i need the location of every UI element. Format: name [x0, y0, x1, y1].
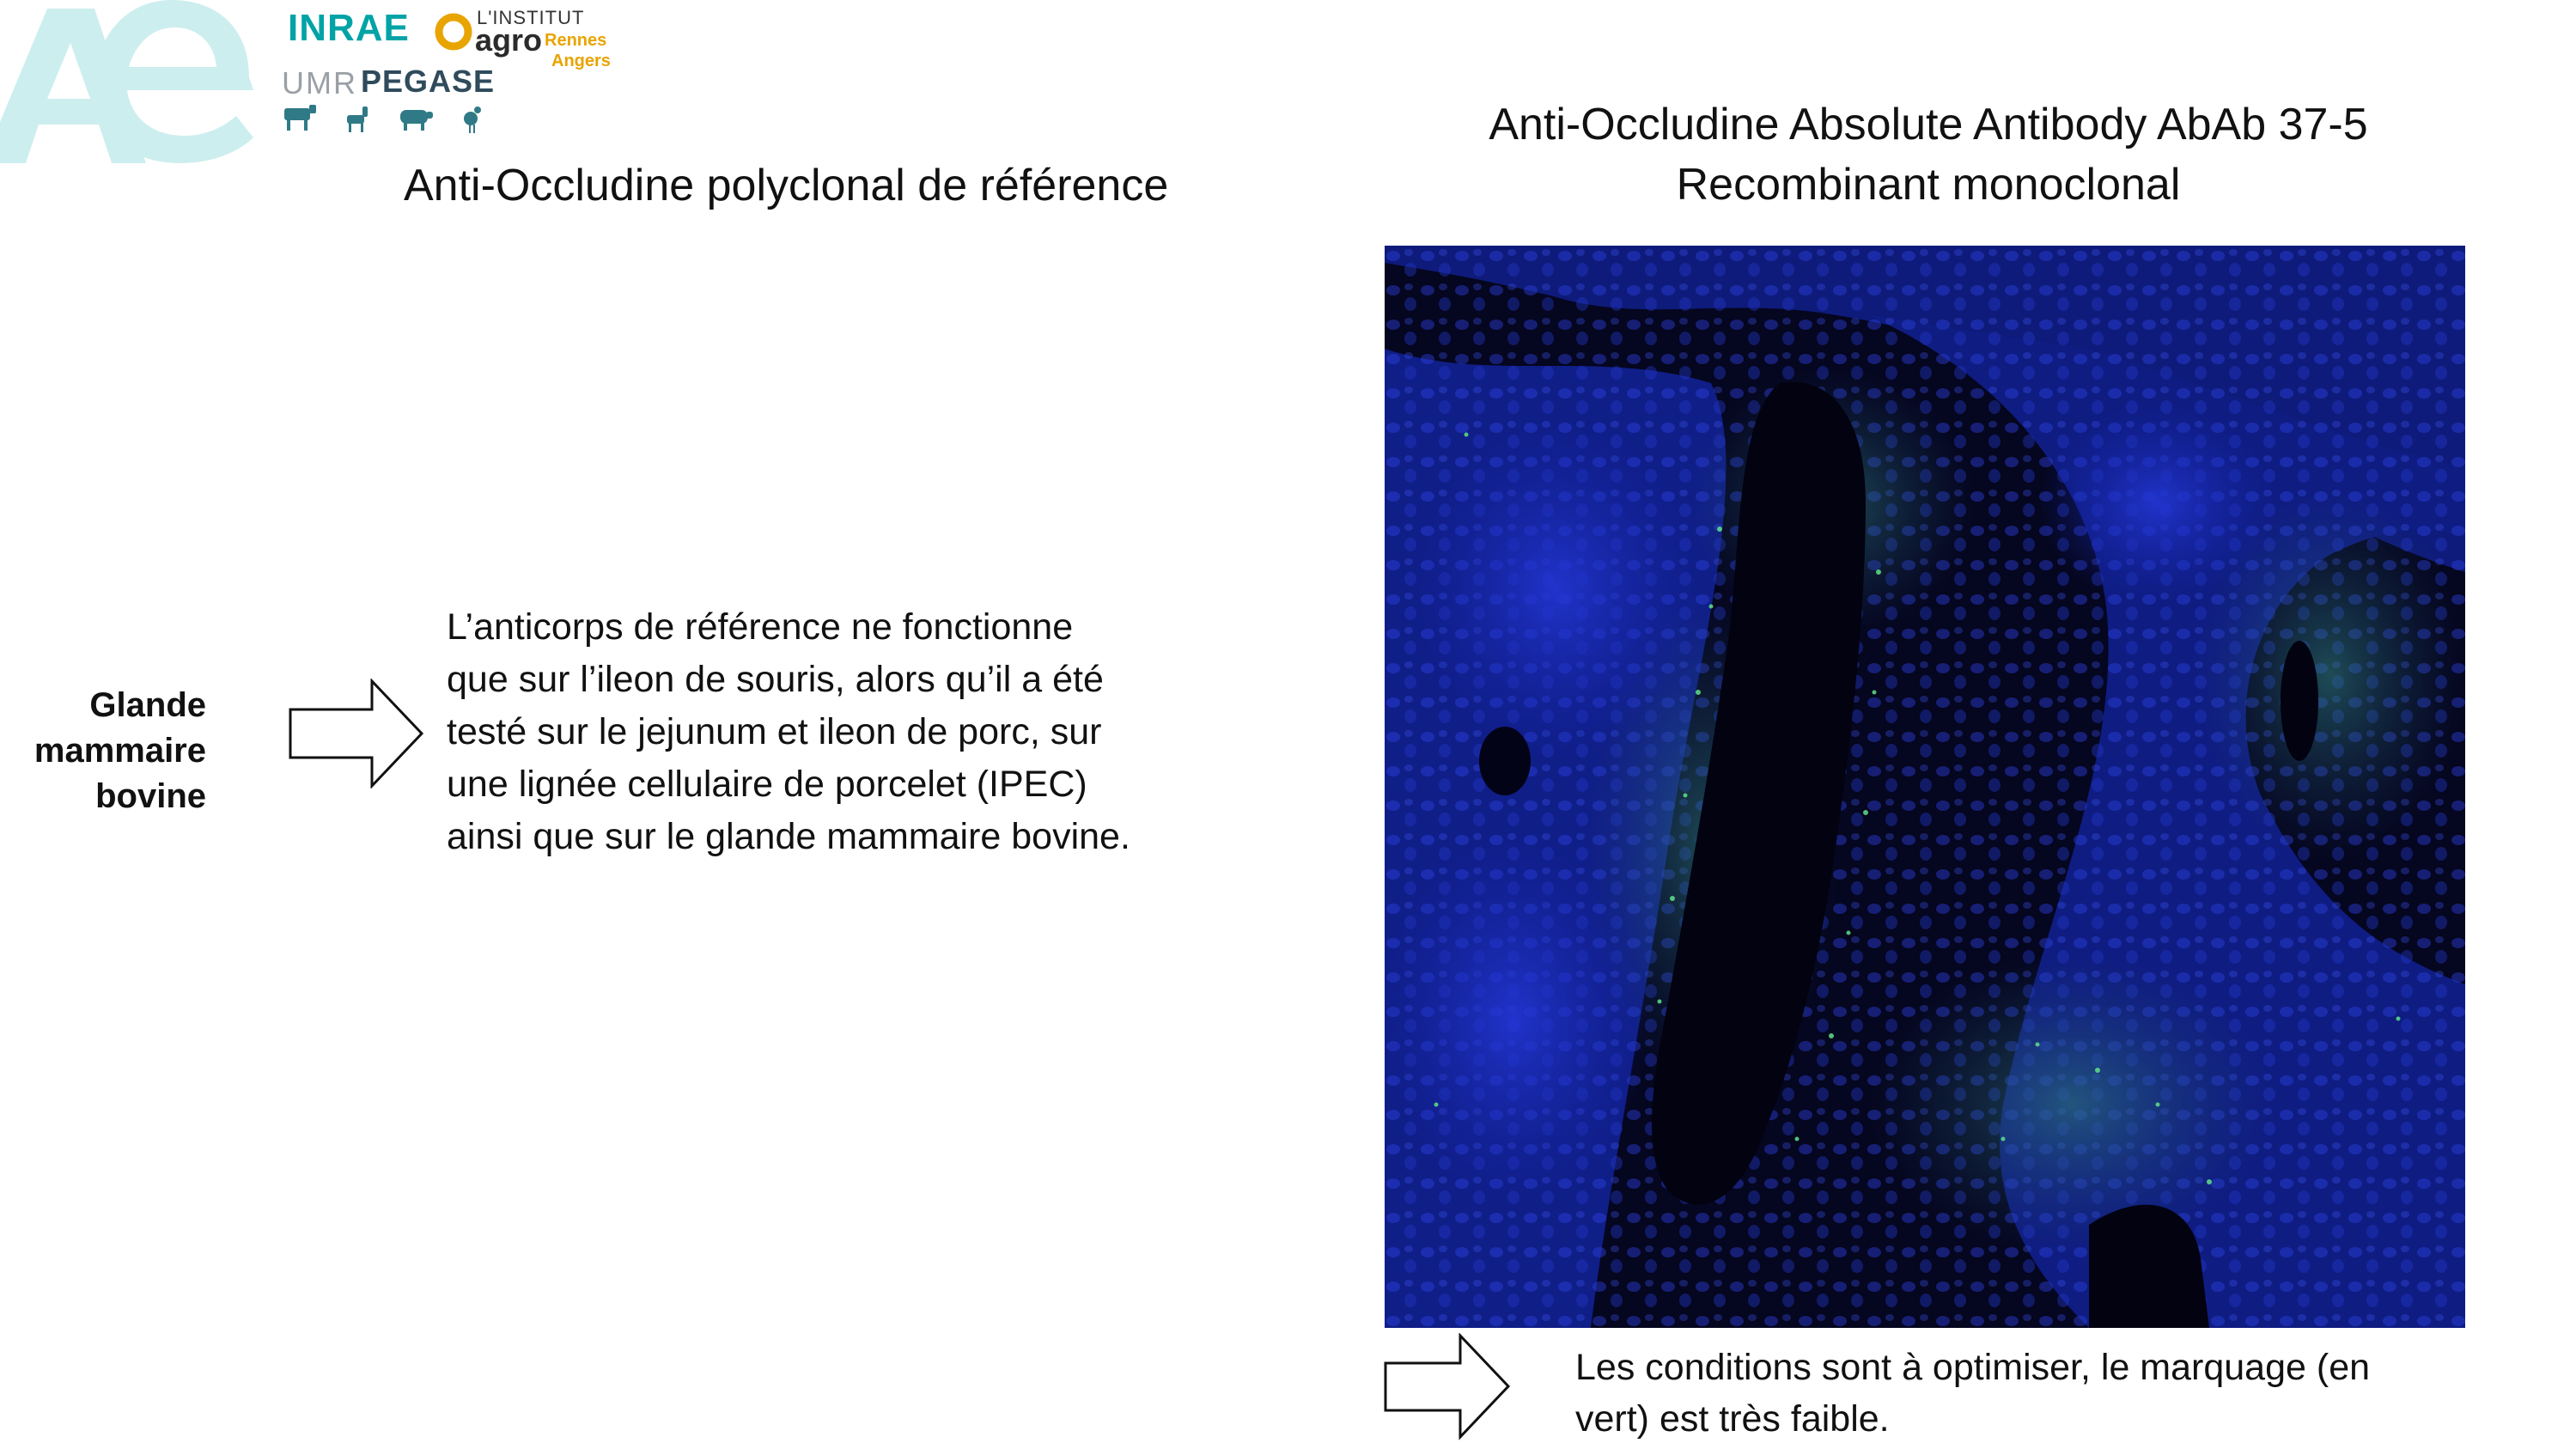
- tissue-label-line-1: Glande: [89, 686, 206, 724]
- umr-label: UMR: [282, 65, 357, 100]
- institut-label: L'INSTITUT: [477, 7, 585, 28]
- note-line-4: une lignée cellulaire de porcelet (IPEC): [447, 764, 1087, 805]
- tissue-label-line-3: bovine: [95, 777, 206, 815]
- note-line-3: testé sur le jejunum et ileon de porc, sur: [447, 711, 1102, 752]
- right-title: [1374, 94, 2482, 215]
- right-title-line-2: Recombinant monoclonal: [1676, 160, 2181, 210]
- angers-text: Angers: [551, 52, 611, 70]
- rennes-angers-label: [545, 30, 611, 71]
- inrae-logo: INRAE: [288, 7, 410, 49]
- right-arrow-icon: [1383, 1333, 1512, 1440]
- rennes-text: Rennes: [545, 31, 607, 50]
- micrograph-image: [1385, 246, 2465, 1328]
- institut-agro-ring-icon: [434, 12, 473, 52]
- optimization-note: [1575, 1342, 2520, 1445]
- farm-animals-icon: [280, 101, 495, 136]
- ae-watermark-logo: [0, 0, 275, 180]
- left-title: Anti-Occludine polyclonal de référence: [404, 161, 1169, 210]
- reference-antibody-note: [447, 601, 1220, 863]
- right-title-line-1: Anti-Occludine Absolute Antibody AbAb 37-5: [1489, 100, 2368, 149]
- note-line-2: que sur l’ileon de souris, alors qu’il a été: [447, 659, 1104, 700]
- fluorescence-micrograph: [1385, 246, 2465, 1328]
- optimization-note-line-1: Les conditions sont à optimiser, le marquage (en: [1575, 1347, 2371, 1388]
- optimization-note-line-2: vert) est très faible.: [1575, 1398, 1890, 1440]
- note-line-1: L’anticorps de référence ne fonctionne: [447, 606, 1074, 648]
- tissue-label-line-2: mammaire: [33, 732, 206, 770]
- pegase-label: PEGASE: [361, 64, 496, 99]
- note-line-5: ainsi que sur le glande mammaire bovine.: [447, 816, 1130, 857]
- tissue-label: [17, 683, 206, 819]
- agro-logo: agro: [475, 22, 543, 58]
- right-arrow-icon: [288, 679, 425, 788]
